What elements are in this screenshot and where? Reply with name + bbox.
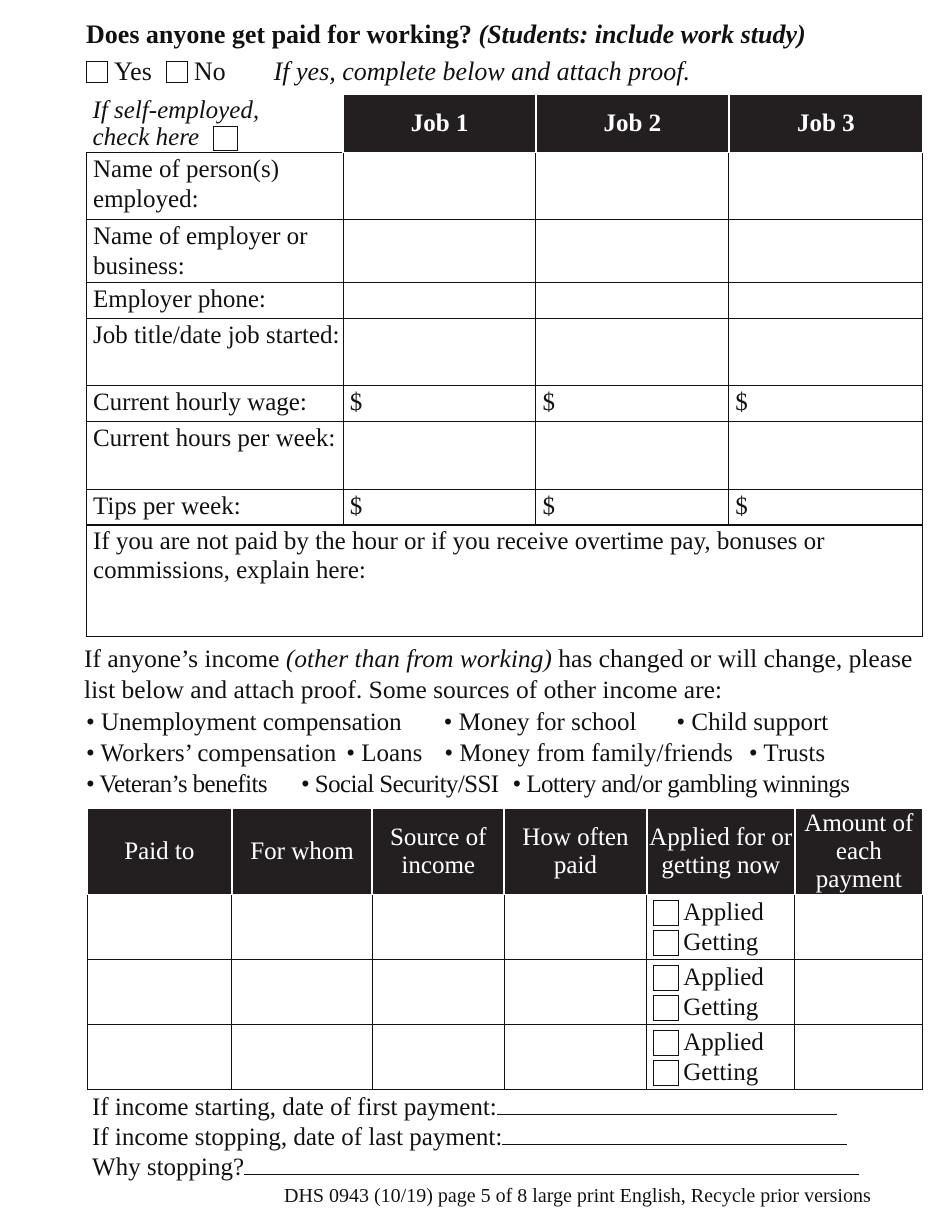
table-row <box>87 386 923 422</box>
list-item: • Child support <box>676 709 829 736</box>
bullet-line-1 <box>86 709 828 737</box>
table-row <box>87 319 923 386</box>
why-stopping-label: Why stopping? <box>92 1154 245 1181</box>
self-employed-checkbox[interactable] <box>213 126 238 151</box>
getting-checkbox[interactable] <box>653 930 679 956</box>
source-cell[interactable] <box>372 960 504 1025</box>
job1-header: Job 1 <box>343 95 536 153</box>
for-whom-cell[interactable] <box>232 895 373 960</box>
job2-cell[interactable]: $ <box>536 386 729 422</box>
list-item: • Trusts <box>748 740 826 767</box>
job3-cell[interactable]: $ <box>729 386 923 422</box>
applied-label: Applied <box>683 964 764 991</box>
for-whom-cell[interactable] <box>232 1025 373 1090</box>
list-item: • Loans <box>346 740 423 767</box>
job2-cell[interactable]: $ <box>536 490 729 526</box>
row-label: Name of employer or business: <box>87 220 344 283</box>
amount-cell[interactable] <box>795 1025 923 1090</box>
self-employed-cell <box>87 95 344 153</box>
yes-no-row <box>86 57 690 87</box>
how-often-header: How often paid <box>504 809 647 895</box>
applied-checkbox[interactable] <box>653 1030 679 1056</box>
getting-checkbox[interactable] <box>653 995 679 1021</box>
income-stopping-line[interactable] <box>92 1122 847 1152</box>
applied-checkbox[interactable] <box>653 965 679 991</box>
row-label: Current hours per week: <box>87 422 344 490</box>
paid-to-cell[interactable] <box>87 960 232 1025</box>
job2-cell[interactable] <box>536 319 729 386</box>
yes-label: Yes <box>114 57 152 86</box>
job3-cell[interactable] <box>729 283 923 319</box>
table-row <box>87 422 923 490</box>
job3-cell[interactable] <box>729 319 923 386</box>
job3-cell[interactable]: $ <box>729 490 923 526</box>
getting-label: Getting <box>683 1059 759 1086</box>
no-checkbox[interactable] <box>166 61 188 83</box>
table-row <box>87 960 923 1025</box>
bullet-line-2 <box>86 740 825 768</box>
employment-question-text: Does anyone get paid for working? <box>86 20 472 49</box>
row-label: Employer phone: <box>87 283 344 319</box>
table-row <box>87 895 923 960</box>
intro-part-1: If anyone’s income <box>84 644 286 673</box>
income-table <box>86 808 923 1090</box>
job2-cell[interactable] <box>536 220 729 283</box>
row-label: Current hourly wage: <box>87 386 344 422</box>
table-row <box>87 1025 923 1090</box>
job3-cell[interactable] <box>729 422 923 490</box>
getting-label: Getting <box>683 994 759 1021</box>
job1-cell[interactable]: $ <box>343 490 536 526</box>
job1-cell[interactable]: $ <box>343 386 536 422</box>
amount-cell[interactable] <box>795 895 923 960</box>
jobs-table <box>86 94 923 526</box>
getting-checkbox[interactable] <box>653 1060 679 1086</box>
yes-instruction: If yes, complete below and attach proof. <box>273 57 691 86</box>
paid-to-header: Paid to <box>87 809 232 895</box>
row-label: Job title/date job started: <box>87 319 344 386</box>
row-label: Name of person(s) employed: <box>87 153 344 220</box>
no-label: No <box>193 57 226 86</box>
paid-to-cell[interactable] <box>87 895 232 960</box>
source-cell[interactable] <box>372 1025 504 1090</box>
bullet-line-3 <box>86 771 849 799</box>
income-stopping-label: If income stopping, date of last payment: <box>92 1124 503 1151</box>
job1-cell[interactable] <box>343 220 536 283</box>
table-row <box>87 220 923 283</box>
form-footer: DHS 0943 (10/19) page 5 of 8 large print English, Recycle prior versions <box>284 1185 871 1207</box>
yes-checkbox[interactable] <box>86 61 108 83</box>
employment-question <box>86 20 806 50</box>
how-often-cell[interactable] <box>504 1025 647 1090</box>
applied-label: Applied <box>683 899 764 926</box>
table-row <box>87 283 923 319</box>
for-whom-cell[interactable] <box>232 960 373 1025</box>
pay-explanation-box[interactable] <box>86 524 923 637</box>
pay-explanation-label: If you are not paid by the hour or if you receive overtime pay, bonuses or commissions, explain here: <box>93 528 825 584</box>
intro-part-3: has changed or will change, please list below and attach proof. Some sources of other income are: <box>84 644 913 704</box>
how-often-cell[interactable] <box>504 960 647 1025</box>
list-item: • Veteran’s benefits <box>86 771 267 798</box>
getting-label: Getting <box>683 929 759 956</box>
applied-getting-cell <box>647 1025 795 1090</box>
amount-cell[interactable] <box>795 960 923 1025</box>
job2-cell[interactable] <box>536 422 729 490</box>
paid-to-cell[interactable] <box>87 1025 232 1090</box>
for-whom-header: For whom <box>232 809 373 895</box>
job2-cell[interactable] <box>536 153 729 220</box>
job3-cell[interactable] <box>729 153 923 220</box>
other-income-intro <box>84 643 934 705</box>
table-row <box>87 153 923 220</box>
list-item: • Lottery and/or gambling winnings <box>512 771 850 798</box>
source-cell[interactable] <box>372 895 504 960</box>
why-stopping-line[interactable] <box>92 1152 859 1182</box>
job1-cell[interactable] <box>343 319 536 386</box>
applied-getting-cell <box>647 960 795 1025</box>
job1-cell[interactable] <box>343 422 536 490</box>
applied-label: Applied <box>683 1029 764 1056</box>
list-item: • Social Security/SSI <box>300 771 499 798</box>
row-label: Tips per week: <box>87 490 344 526</box>
job2-header: Job 2 <box>536 95 729 153</box>
list-item: • Money from family/friends <box>444 740 733 767</box>
applied-getting-cell <box>647 895 795 960</box>
income-starting-line[interactable] <box>92 1092 837 1122</box>
applied-checkbox[interactable] <box>653 900 679 926</box>
amount-header: Amount of each payment <box>795 809 923 895</box>
job1-cell[interactable] <box>343 283 536 319</box>
intro-part-2: (other than from working) <box>285 644 552 673</box>
list-item: • Money for school <box>443 709 637 736</box>
students-note: (Students: include work study) <box>478 20 806 49</box>
job2-cell[interactable] <box>536 283 729 319</box>
income-starting-label: If income starting, date of first payment: <box>92 1094 497 1121</box>
table-row <box>87 490 923 526</box>
check-here-label: check here <box>92 123 200 151</box>
job1-cell[interactable] <box>343 153 536 220</box>
applied-getting-header: Applied for or getting now <box>647 809 795 895</box>
list-item: • Workers’ compensation <box>86 740 337 767</box>
self-employed-label: If self-employed, <box>92 96 260 124</box>
source-header: Source of income <box>372 809 504 895</box>
list-item: • Unemployment compensation <box>86 709 402 736</box>
job3-header: Job 3 <box>729 95 923 153</box>
how-often-cell[interactable] <box>504 895 647 960</box>
job3-cell[interactable] <box>729 220 923 283</box>
